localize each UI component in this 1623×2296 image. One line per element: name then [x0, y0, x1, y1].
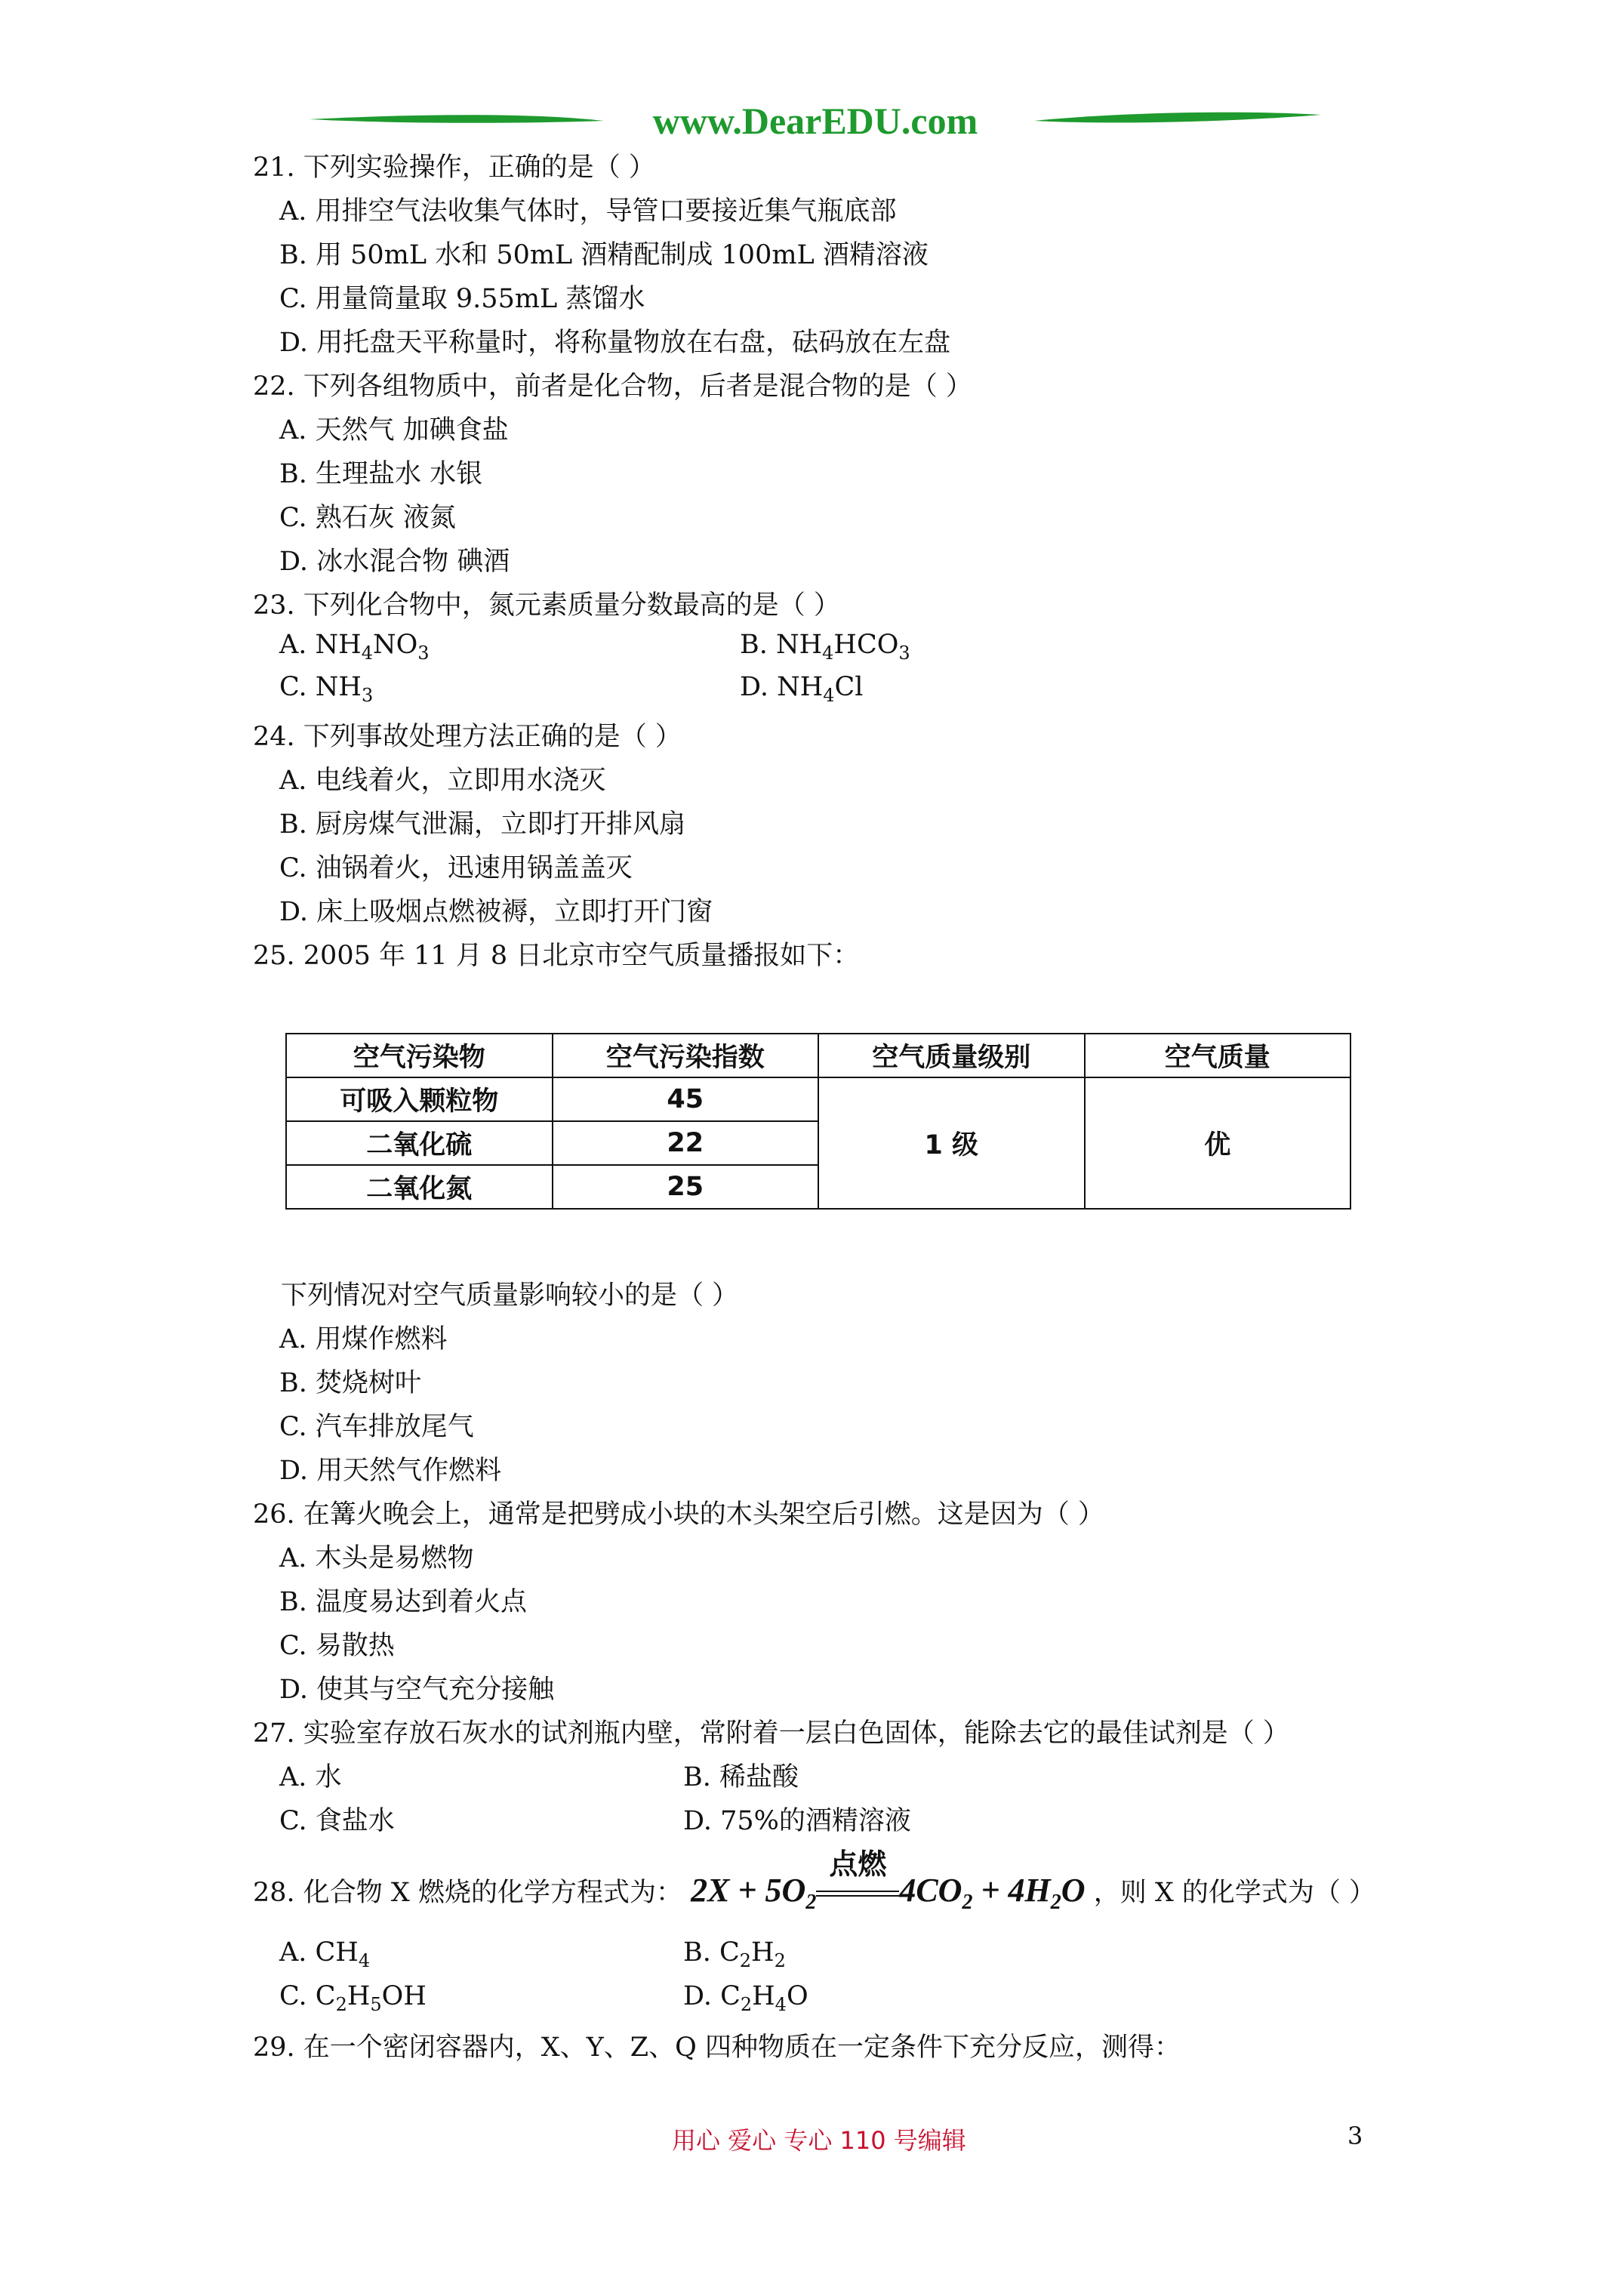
q29-stem: 29. 在一个密闭容器内，X、Y、Z、Q 四种物质在一定条件下充分反应，测得： — [253, 2032, 1181, 2063]
q28-option-b: B. $C_2H_2$ — [683, 1937, 786, 1971]
table-cell: 可吸入颗粒物 — [286, 1077, 553, 1121]
option-label: A. — [279, 630, 316, 660]
q23-option-b: B. $NH_4HCO_3$ — [740, 630, 910, 664]
q23-stem: 23. 下列化合物中，氮元素质量分数最高的是（ ） — [253, 590, 840, 621]
q24-option-b: B. 厨房煤气泄漏，立即打开排风扇 — [279, 809, 685, 840]
q28-stem-prefix: 28. 化合物 X 燃烧的化学方程式为： — [253, 1878, 682, 1908]
option-label: D. — [683, 1981, 721, 2011]
q28-option-a: A. $CH_4$ — [279, 1937, 371, 1971]
q27-option-a: A. 水 — [279, 1762, 342, 1792]
q24-stem: 24. 下列事故处理方法正确的是（ ） — [253, 722, 682, 752]
q28-option-c: C. $C_2H_5OH$ — [279, 1981, 427, 2015]
footer-text: 用心 爱心 专心 110 号编辑 — [672, 2126, 966, 2155]
table-row — [286, 1077, 1350, 1121]
site-header — [310, 98, 1321, 143]
q25-option-c: C. 汽车排放尾气 — [279, 1412, 474, 1442]
q22-option-b: B. 生理盐水 水银 — [279, 459, 483, 489]
q25-sub-stem: 下列情况对空气质量影响较小的是（ ） — [281, 1281, 739, 1311]
q24-option-a: A. 电线着火，立即用水浇灭 — [279, 766, 606, 796]
q28-stem-suffix: ，则 X 的化学式为（ ） — [1093, 1878, 1375, 1908]
q26-option-a: A. 木头是易燃物 — [279, 1543, 474, 1573]
q28-stem — [253, 1848, 1375, 1915]
table-header-cell: 空气质量级别 — [818, 1034, 1085, 1077]
air-quality-grade: 优 — [1085, 1077, 1351, 1209]
q21-option-d: D. 用托盘天平称量时，将称量物放在右盘，砝码放在左盘 — [279, 328, 951, 358]
chemical-equation: $2X + 5O_2$ 点燃 $4CO_2 + 4H_2O$ — [691, 1848, 1086, 1914]
option-label: B. — [740, 630, 776, 660]
table-cell: 25 — [553, 1165, 819, 1209]
air-quality-level: 1 级 — [818, 1077, 1085, 1209]
table-cell: 二氧化硫 — [286, 1121, 553, 1165]
q26-stem: 26. 在篝火晚会上，通常是把劈成小块的木头架空后引燃。这是因为（ ） — [253, 1499, 1104, 1530]
table-header-cell: 空气污染指数 — [553, 1034, 819, 1077]
table-header-cell: 空气污染物 — [286, 1034, 553, 1077]
q28-option-d: D. $C_2H_4O$ — [683, 1981, 808, 2015]
q21-stem: 21. 下列实验操作，正确的是（ ） — [253, 153, 655, 183]
q26-option-c: C. 易散热 — [279, 1631, 395, 1661]
q26-option-d: D. 使其与空气充分接触 — [279, 1675, 555, 1705]
q21-option-b: B. 用 50mL 水和 50mL 酒精配制成 100mL 酒精溶液 — [279, 240, 929, 270]
q21-option-a: A. 用排空气法收集气体时，导管口要接近集气瓶底部 — [279, 196, 897, 227]
q24-option-d: D. 床上吸烟点燃被褥，立即打开门窗 — [279, 897, 713, 927]
q27-option-b: B. 稀盐酸 — [683, 1762, 799, 1792]
option-label: D. — [740, 672, 778, 702]
q27-stem: 27. 实验室存放石灰水的试剂瓶内壁，常附着一层白色固体，能除去它的最佳试剂是（ ） — [253, 1718, 1289, 1749]
q22-option-c: C. 熟石灰 液氮 — [279, 503, 456, 533]
table-header-row — [286, 1034, 1350, 1077]
q22-option-a: A. 天然气 加碘食盐 — [279, 415, 509, 445]
reaction-condition: 点燃 — [816, 1871, 899, 1909]
q23-option-a: A. $NH_4NO_3$ — [279, 630, 430, 664]
q27-option-c: C. 食盐水 — [279, 1806, 395, 1836]
table-header-cell: 空气质量 — [1085, 1034, 1351, 1077]
table-cell: 22 — [553, 1121, 819, 1165]
q25-option-a: A. 用煤作燃料 — [279, 1324, 448, 1354]
option-label: C. — [279, 672, 316, 702]
q25-option-b: B. 焚烧树叶 — [279, 1368, 421, 1398]
q21-option-c: C. 用量筒量取 9.55mL 蒸馏水 — [279, 284, 645, 314]
q24-option-c: C. 油锅着火，迅速用锅盖盖灭 — [279, 853, 633, 883]
q25-stem: 25. 2005 年 11 月 8 日北京市空气质量播报如下： — [253, 941, 860, 971]
q23-option-c: C. $NH_3$ — [279, 672, 374, 706]
q23-option-d: D. $NH_4Cl$ — [740, 672, 864, 706]
q22-stem: 22. 下列各组物质中，前者是化合物，后者是混合物的是（ ） — [253, 371, 972, 402]
q25-option-d: D. 用天然气作燃料 — [279, 1456, 502, 1486]
option-label: A. — [279, 1937, 316, 1968]
air-quality-table — [285, 1033, 1351, 1210]
option-label: C. — [279, 1981, 316, 2011]
table-cell: 45 — [553, 1077, 819, 1121]
site-url: www.DearEDU.com — [652, 100, 978, 142]
table-cell: 二氧化氮 — [286, 1165, 553, 1209]
option-label: B. — [683, 1937, 719, 1968]
page-number: 3 — [1347, 2122, 1363, 2150]
q26-option-b: B. 温度易达到着火点 — [279, 1587, 527, 1617]
q22-option-d: D. 冰水混合物 碘酒 — [279, 547, 510, 577]
q27-option-d: D. 75%的酒精溶液 — [683, 1806, 911, 1836]
